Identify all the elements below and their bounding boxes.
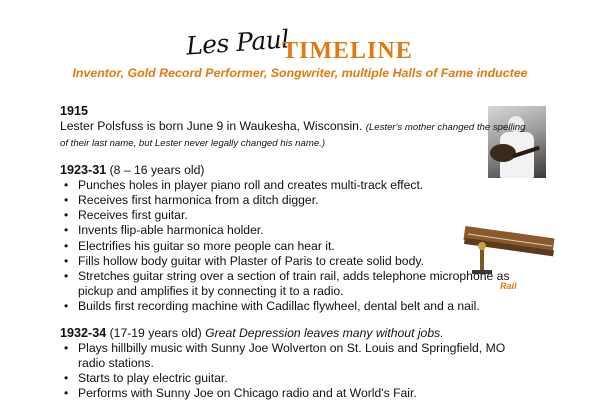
section-1932-34: [60, 326, 530, 400]
section-heading: [60, 326, 530, 341]
bullet-list: [60, 178, 530, 315]
header: [0, 0, 600, 92]
list-item: • Electrifies his guitar so more people can hear it.: [64, 238, 335, 253]
list-item: • Receives first harmonica from a ditch digger.: [64, 193, 319, 208]
section-heading: [60, 163, 530, 178]
list-item: • Performs with Sunny Joe on Chicago radio and at World's Fair.: [64, 386, 417, 400]
page-subtitle: Inventor, Gold Record Performer, Songwriter, multiple Halls of Fame inductee: [72, 66, 528, 80]
list-item: • Invents flip-able harmonica holder.: [64, 223, 264, 238]
list-item: • Punches holes in player piano roll and creates multi-track effect.: [64, 177, 424, 192]
section-1923-31: [60, 163, 530, 315]
bullet-list: [60, 341, 530, 400]
timeline-content: [60, 104, 530, 400]
section-era-note: Great Depression leaves many without jobs.: [205, 325, 444, 340]
list-item: • Builds first recording machine with Cadillac flywheel, dental belt and a nail.: [64, 299, 480, 314]
rail-caption: Rail: [500, 281, 517, 291]
list-item: • Starts to play electric guitar.: [64, 371, 228, 386]
list-item: • Stretches guitar string over a section of train rail, adds telephone microphone as pickup and amplifies it by connecting it to a radio.: [64, 269, 510, 299]
section-age: (17-19 years old): [109, 325, 202, 340]
section-year: 1932-34: [60, 325, 107, 340]
section-year: 1923-31: [60, 162, 107, 177]
section-year: 1915: [60, 104, 89, 118]
section-text: Lester Polsfuss is born June 9 in Waukesha, Wisconsin. (Lester's mother changed the spelling of their last name, but Lester never legally changed his name.): [60, 119, 526, 150]
les-paul-logo: Les Paul: [185, 24, 290, 61]
section-1915: [60, 104, 530, 152]
page-title: TIMELINE: [282, 38, 413, 64]
list-item: • Receives first guitar.: [64, 208, 188, 223]
list-item: • Plays hillbilly music with Sunny Joe Wolverton on St. Louis and Springfield, MO radio stations.: [64, 340, 506, 371]
list-item: • Fills hollow body guitar with Plaster of Paris to create solid body.: [64, 253, 424, 268]
section-age: (8 – 16 years old): [109, 162, 205, 177]
section-note: (Lester's mother changed the spelling of their last name, but Lester never legally changed his name.): [60, 122, 526, 150]
